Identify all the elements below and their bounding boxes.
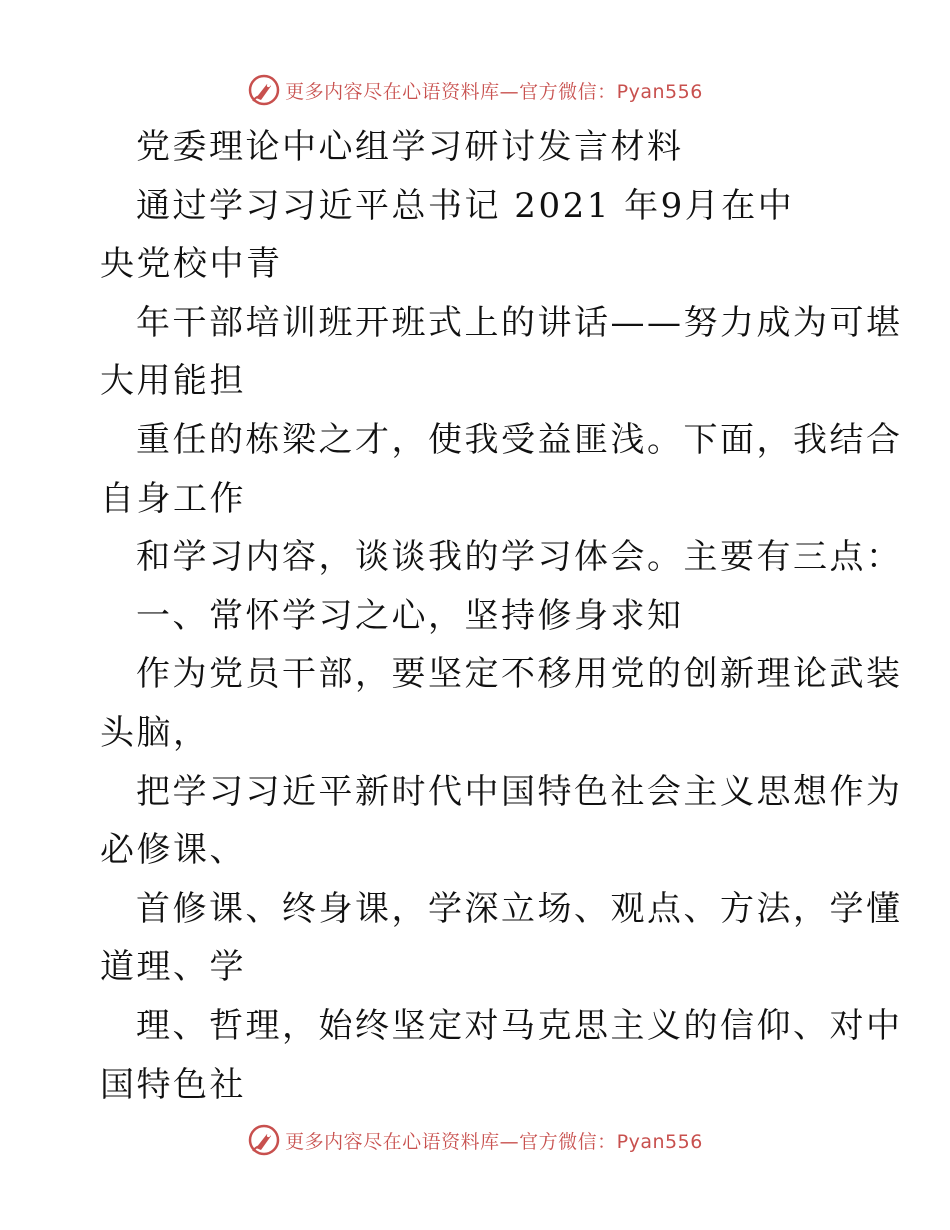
paragraph-line: 作为党员干部，要坚定不移用党的创新理论武装 <box>136 654 903 695</box>
footer-watermark <box>0 1120 950 1160</box>
paragraph-line-continuation: 道理、学 <box>100 947 246 988</box>
pen-nib-logo-icon <box>247 1123 281 1157</box>
paragraph-line-continuation: 自身工作 <box>100 478 246 519</box>
document-title: 党委理论中心组学习研讨发言材料 <box>136 127 684 167</box>
paragraph-line: 重任的栋梁之才，使我受益匪浅。下面，我结合 <box>136 419 903 460</box>
section-heading: 一、常怀学习之心，坚持修身求知 <box>136 595 684 636</box>
paragraph-line: 首修课、终身课，学深立场、观点、方法，学懂 <box>136 888 903 929</box>
paragraph-line-continuation: 央党校中青 <box>100 244 283 285</box>
paragraph-line: 理、哲理，始终坚定对马克思主义的信仰、对中 <box>136 1005 903 1046</box>
document-body <box>100 118 903 1114</box>
pen-nib-logo-icon <box>247 73 281 107</box>
paragraph-line-continuation: 头脑， <box>100 712 210 753</box>
paragraph-line-continuation: 必修课、 <box>100 830 246 871</box>
paragraph-line: 通过学习习近平总书记 2021 年9月在中 <box>136 185 795 226</box>
paragraph-line: 把学习习近平新时代中国特色社会主义思想作为 <box>136 771 903 812</box>
paragraph-line-continuation: 国特色社 <box>100 1064 246 1105</box>
header-watermark <box>0 70 950 110</box>
paragraph-line-continuation: 大用能担 <box>100 361 246 402</box>
paragraph-line: 和学习内容，谈谈我的学习体会。主要有三点： <box>136 537 903 578</box>
watermark-text: 更多内容尽在心语资料库—官方微信：Pyan556 <box>285 1130 703 1153</box>
watermark-text: 更多内容尽在心语资料库—官方微信：Pyan556 <box>285 80 703 103</box>
paragraph-line: 年干部培训班开班式上的讲话——努力成为可堪 <box>136 302 903 343</box>
